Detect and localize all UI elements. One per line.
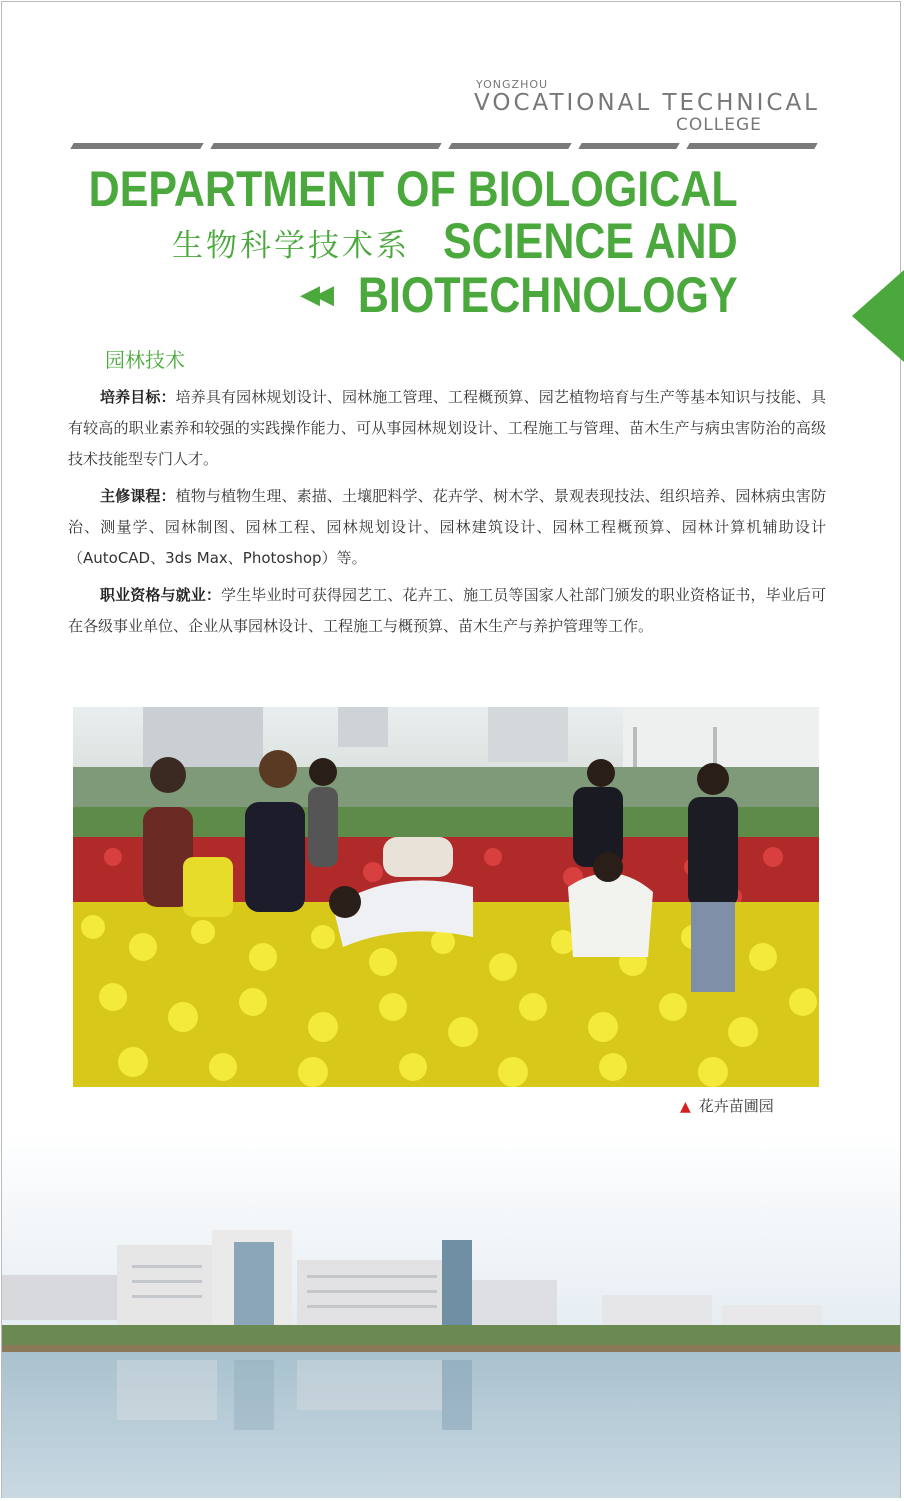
paragraph-label: 培养目标： (100, 388, 176, 406)
header-rule-1 (70, 143, 203, 149)
college-wordmark (474, 78, 820, 135)
college-name-mid: COLLEGE (676, 115, 762, 135)
double-left-arrow-icon: ◀◀ (300, 280, 328, 310)
photo-caption (680, 1095, 774, 1116)
paragraph-courses (68, 481, 826, 574)
college-name-big: VOCATIONAL TECHNICAL (474, 90, 820, 116)
header-rule-2 (210, 143, 441, 149)
header-rule-4 (578, 143, 679, 149)
header-rule-3 (448, 143, 571, 149)
header-rule-5 (686, 143, 817, 149)
paragraph-text: 培养具有园林规划设计、园林施工管理、工程概预算、园艺植物培育与生产等基本知识与技能、具有较高的职业素养和较强的实践操作能力、可从事园林规划设计、工程施工与管理、苗木生产与病虫害防治的高级技术技能型专门人才。 (68, 388, 826, 468)
section-body (68, 382, 826, 648)
red-triangle-icon: ▲ (680, 1099, 691, 1115)
department-title-line1: DEPARTMENT OF BIOLOGICAL (89, 161, 738, 217)
paragraph-text: 植物与植物生理、素描、土壤肥料学、花卉学、树木学、景观表现技法、组织培养、园林病虫害防治、测量学、园林制图、园林工程、园林规划设计、园林建筑设计、园林工程概预算、园林计算机辅助设计（AutoCAD、3ds Max、Photoshop）等。 (68, 487, 826, 567)
college-name-small: YONGZHOU (476, 78, 549, 91)
photo-caption-text: 花卉苗圃园 (698, 1097, 774, 1115)
paragraph-label: 职业资格与就业： (100, 586, 222, 604)
department-title-cn: 生物科学技术系 (172, 228, 410, 264)
department-title-line2: SCIENCE AND (443, 213, 738, 269)
paragraph-label: 主修课程： (100, 487, 176, 505)
nursery-photo (73, 707, 819, 1087)
department-title-line3: BIOTECHNOLOGY (358, 267, 738, 323)
side-tab-triangle-icon (852, 270, 904, 362)
paragraph-text: 学生毕业时可获得园艺工、花卉工、施工员等国家人社部门颁发的职业资格证书，毕业后可在各级事业单位、企业从事园林设计、工程施工与概预算、苗木生产与养护管理等工作。 (68, 586, 826, 635)
paragraph-goals (68, 382, 826, 475)
campus-photo (2, 1130, 900, 1498)
paragraph-careers (68, 580, 826, 642)
section-title: 园林技术 (105, 348, 185, 372)
